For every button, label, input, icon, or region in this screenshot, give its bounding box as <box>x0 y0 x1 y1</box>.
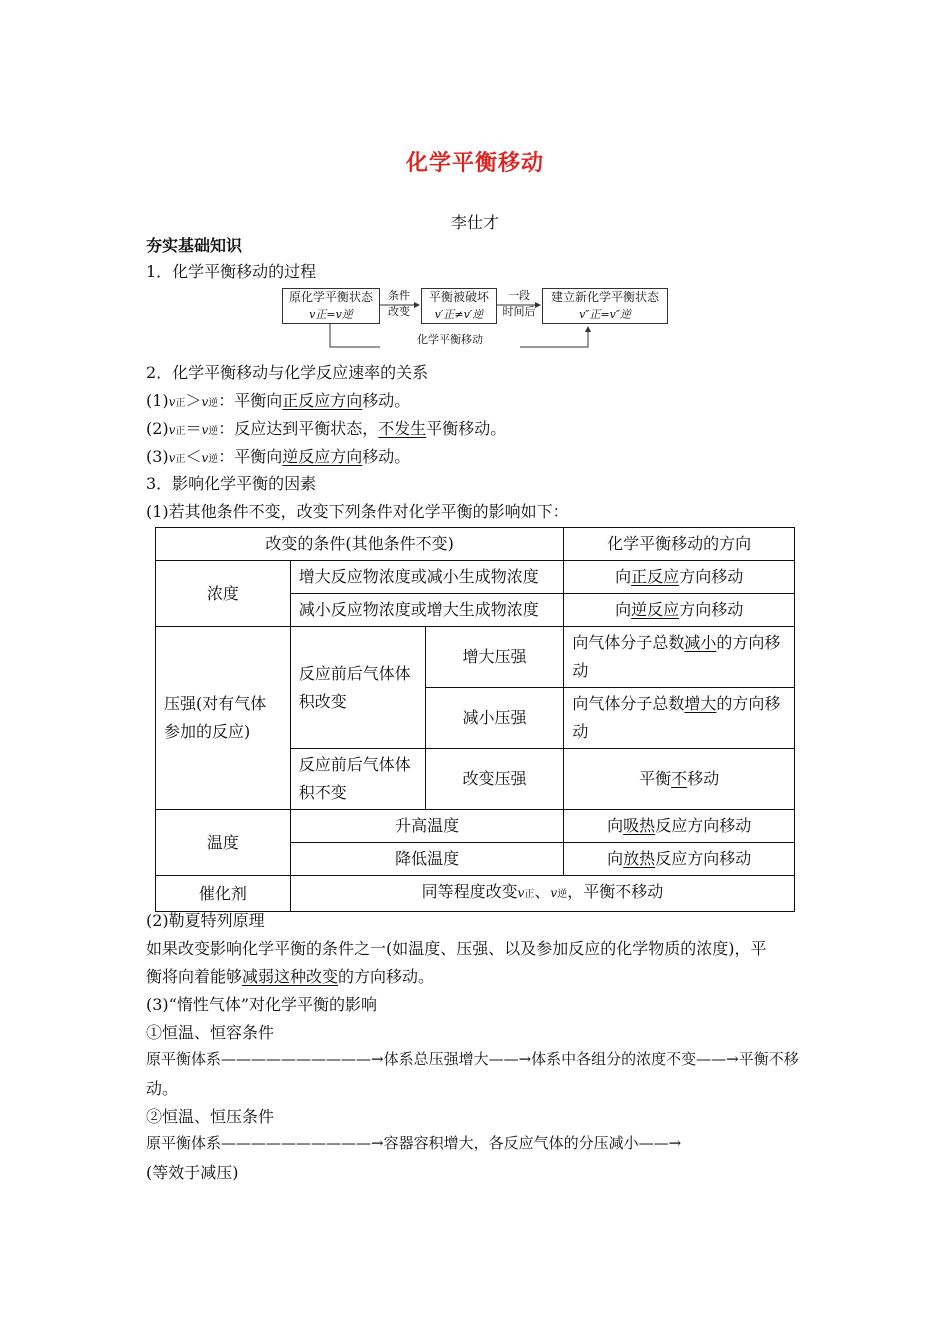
arrow2-label: 一段 时间后 <box>502 289 536 318</box>
page-title: 化学平衡移动 <box>405 151 544 176</box>
table-cell: 催化剂 <box>156 876 291 912</box>
table-cell: 温度 <box>156 810 291 876</box>
table-cell: 减小压强 <box>425 688 564 749</box>
case1-line1: 原平衡体系——————————→体系总压强增大——→体系中各组分的浓度不变——→平衡不移 <box>146 1050 799 1068</box>
table-row <box>156 528 795 561</box>
table-cell: 压强(对有气体参加的反应) <box>156 627 291 810</box>
case2-heading: ②恒温、恒压条件 <box>146 1107 275 1126</box>
factors-table <box>155 527 795 912</box>
lechatelier-line1: 如果改变影响化学平衡的条件之一(如温度、压强、以及参加反应的化学物质的浓度)，平 <box>146 939 767 958</box>
table-cell: 增大反应物浓度或减小生成物浓度 <box>290 561 564 594</box>
table-cell: 反应前后气体体积不变 <box>290 749 425 810</box>
table-cell: 升高温度 <box>290 810 564 843</box>
relation-2: (2)v正＝v逆：反应达到平衡状态，不发生平衡移动。 <box>146 419 507 438</box>
heading-2: 2．化学平衡移动与化学反应速率的关系 <box>146 363 429 382</box>
case1-line2: 动。 <box>146 1079 179 1098</box>
table-header: 化学平衡移动的方向 <box>564 528 795 561</box>
heading-3: 3．影响化学平衡的因素 <box>146 474 317 493</box>
heading-1: 1．化学平衡移动的过程 <box>146 262 317 281</box>
table-cell: 向气体分子总数减小的方向移动 <box>564 627 795 688</box>
table-intro: (1)若其他条件不变，改变下列条件对化学平衡的影响如下： <box>146 502 569 521</box>
table-cell: 降低温度 <box>290 843 564 876</box>
table-cell: 减小反应物浓度或增大生成物浓度 <box>290 594 564 627</box>
table-cell: 同等程度改变v正、v逆，平衡不移动 <box>290 876 794 912</box>
author: 李仕才 <box>450 213 499 232</box>
table-cell: 向吸热反应方向移动 <box>564 810 795 843</box>
table-cell: 向正反应方向移动 <box>564 561 795 594</box>
table-cell: 平衡不移动 <box>564 749 795 810</box>
case2-line2: (等效于减压) <box>146 1163 239 1182</box>
table-header: 改变的条件(其他条件不变) <box>156 528 564 561</box>
table-row <box>156 627 795 688</box>
box-new-equilibrium: 建立新化学平衡状态 v″正=v″逆 <box>542 288 668 324</box>
box-broken-equilibrium: 平衡被破坏 v′正≠v′逆 <box>421 288 497 324</box>
table-row <box>156 876 795 912</box>
arrow1-label: 条件 改变 <box>388 289 410 318</box>
box-original-equilibrium: 原化学平衡状态 v正=v逆 <box>282 288 380 324</box>
relation-3: (3)v正＜v逆：平衡向逆反应方向移动。 <box>146 447 411 466</box>
section-heading: 夯实基础知识 <box>146 236 243 255</box>
case1-heading: ①恒温、恒容条件 <box>146 1023 275 1042</box>
table-cell: 增大压强 <box>425 627 564 688</box>
table-cell: 反应前后气体体积改变 <box>290 627 425 749</box>
relation-1: (1)v正＞v逆：平衡向正反应方向移动。 <box>146 391 411 410</box>
table-cell: 向逆反应方向移动 <box>564 594 795 627</box>
case2-line1: 原平衡体系——————————→容器容积增大，各反应气体的分压减小——→ <box>146 1134 682 1152</box>
inert-gas-heading: (3)“惰性气体”对化学平衡的影响 <box>146 995 378 1014</box>
lechatelier-heading: (2)勒夏特列原理 <box>146 911 265 930</box>
loop-label: 化学平衡移动 <box>380 332 520 348</box>
lechatelier-line2: 衡将向着能够减弱这种改变的方向移动。 <box>146 967 435 986</box>
table-cell: 向气体分子总数增大的方向移动 <box>564 688 795 749</box>
table-cell: 向放热反应方向移动 <box>564 843 795 876</box>
table-cell: 改变压强 <box>425 749 564 810</box>
table-row <box>156 561 795 594</box>
table-cell: 浓度 <box>156 561 291 627</box>
table-row <box>156 810 795 843</box>
